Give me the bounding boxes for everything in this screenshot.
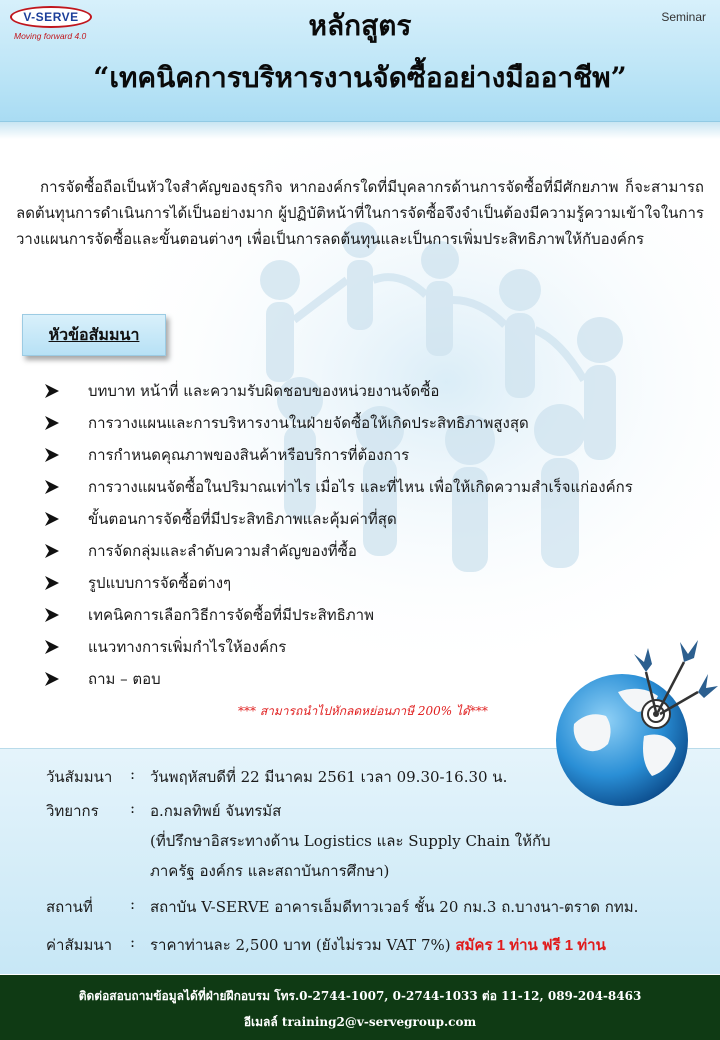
colon: : <box>130 765 136 783</box>
topics-heading-box <box>22 314 166 356</box>
contact-footer <box>0 975 720 1040</box>
arrow-bullet-icon <box>44 607 88 623</box>
speaker-name: อ.กมลทิพย์ จันทรมัส <box>150 802 282 820</box>
arrow-bullet-icon <box>44 479 88 495</box>
seminar-badge: Seminar <box>661 10 706 24</box>
list-item: รูปแบบการจัดซื้อต่างๆ <box>44 567 704 599</box>
arrow-bullet-icon <box>44 383 88 399</box>
list-item: แนวทางการเพิ่มกำไรให้องค์กร <box>44 631 704 663</box>
topics-heading: หัวข้อสัมมนา <box>48 324 140 344</box>
date-label: วันสัมมนา <box>46 768 113 786</box>
arrow-bullet-icon <box>44 575 88 591</box>
colon: : <box>130 895 136 913</box>
tax-deduction-note: *** สามารถนำไปหักลดหย่อนภาษี 200% ได้*** <box>238 704 488 718</box>
fee-value: ราคาท่านละ 2,500 บาท (ยังไม่รวม VAT 7%) <box>150 936 451 954</box>
list-item: เทคนิคการเลือกวิธีการจัดซื้อที่มีประสิทธิภาพ <box>44 599 704 631</box>
speaker-description-2: ภาครัฐ องค์กร และสถาบันการศึกษา) <box>150 862 390 880</box>
course-label: หลักสูตร <box>308 9 412 42</box>
list-item: การวางแผนจัดซื้อในปริมาณเท่าไร เมื่อไร และที่ไหน เพื่อให้เกิดความสำเร็จแก่องค์กร <box>44 471 704 503</box>
arrow-bullet-icon <box>44 639 88 655</box>
header-banner <box>0 0 720 122</box>
promo-offer: สมัคร 1 ท่าน ฟรี 1 ท่าน <box>455 937 606 954</box>
globe-darts-illustration <box>548 632 720 808</box>
arrow-bullet-icon <box>44 415 88 431</box>
fee-label: ค่าสัมมนา <box>46 936 113 954</box>
colon: : <box>130 799 136 817</box>
venue-value: สถาบัน V-SERVE อาคารเอ็มดีทาวเวอร์ ชั้น 20 กม.3 ถ.บางนา-ตราด กทม. <box>150 898 639 916</box>
list-item: บทบาท หน้าที่ และความรับผิดชอบของหน่วยงานจัดซื้อ <box>44 375 704 407</box>
contact-email: อีเมลล์ training2@v-servegroup.com <box>243 1015 477 1029</box>
list-item: การจัดกลุ่มและลำดับความสำคัญของที่ซื้อ <box>44 535 704 567</box>
colon: : <box>130 933 136 951</box>
course-title: “เทคนิคการบริหารงานจัดซื้ออย่างมืออาชีพ” <box>93 61 627 94</box>
arrow-bullet-icon <box>44 447 88 463</box>
venue-label: สถานที่ <box>46 898 93 916</box>
logo-text: V-SERVE <box>23 10 79 24</box>
logo-tagline: Moving forward 4.0 <box>14 31 87 41</box>
intro-paragraph: การจัดซื้อถือเป็นหัวใจสำคัญของธุรกิจ หากองค์กรใดที่มีบุคลากรด้านการจัดซื้อที่มีศักยภาพ ก็จะสามารถลดต้นทุนการดำเนินการได้เป็นอย่างมาก ผู้ปฏิบัติหน้าที่ในการจัดซื้อจึงจำเป็นต้องมีความรู้ความเข้าใจในการวางแผนการจัดซื้อและขั้นตอนต่างๆ เพื่อเป็นการลดต้นทุนและเป็นการเพิ่มประสิทธิภาพให้กับองค์กร <box>16 178 704 248</box>
list-item: การวางแผนและการบริหารงานในฝ่ายจัดซื้อให้เกิดประสิทธิภาพสูงสุด <box>44 407 704 439</box>
arrow-bullet-icon <box>44 671 88 687</box>
list-item: การกำหนดคุณภาพของสินค้าหรือบริการที่ต้องการ <box>44 439 704 471</box>
date-value: วันพฤหัสบดีที่ 22 มีนาคม 2561 เวลา 09.30-16.30 น. <box>150 768 508 786</box>
fee-line <box>150 933 606 957</box>
arrow-bullet-icon <box>44 543 88 559</box>
contact-phone: ติดต่อสอบถามข้อมูลได้ที่ฝ่ายฝึกอบรม โทร.0-2744-1007, 0-2744-1033 ต่อ 11-12, 089-204-8463 <box>78 989 642 1003</box>
list-item: ถาม – ตอบ <box>44 663 704 695</box>
arrow-bullet-icon <box>44 511 88 527</box>
speaker-label: วิทยากร <box>46 802 99 820</box>
list-item: ขั้นตอนการจัดซื้อที่มีประสิทธิภาพและคุ้มค่าที่สุด <box>44 503 704 535</box>
speaker-description-1: (ที่ปรึกษาอิสระทางด้าน Logistics และ Supply Chain ให้กับ <box>150 832 551 850</box>
